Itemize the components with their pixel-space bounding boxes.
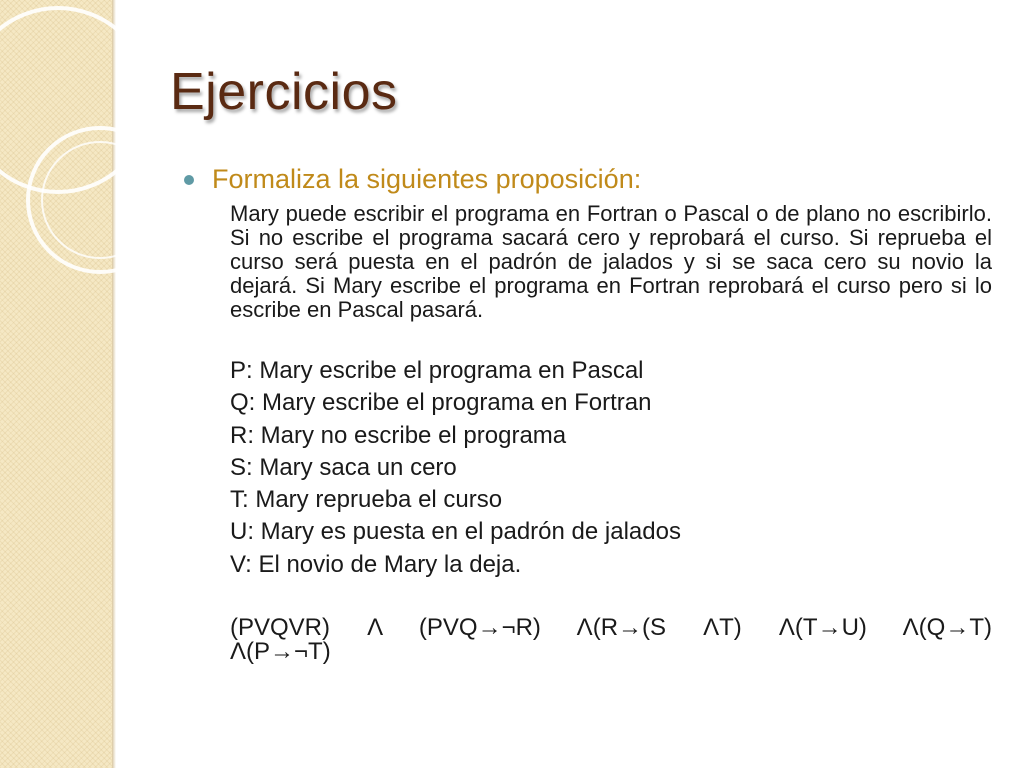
decorative-ring-inner: [42, 142, 158, 258]
decorative-ring-middle: [28, 128, 172, 272]
definition-v: V: El novio de Mary la deja.: [230, 550, 522, 578]
slide-title: Ejercicios: [170, 63, 398, 121]
bullet-text: Formaliza la siguientes proposición:: [212, 164, 642, 194]
definition-q: Q: Mary escribe el programa en Fortran: [230, 389, 652, 417]
decorative-ring-outer-top: [0, 8, 150, 192]
definition-u: U: Mary es puesta en el padrón de jalados: [230, 518, 681, 546]
slide-body: [230, 202, 992, 664]
logic-formula: (PVQVR) Λ (PVQ→¬R) Λ(R→(S ΛT) Λ(T→U) Λ(Q→T) Λ(P→¬T): [230, 614, 992, 666]
definition-r: R: Mary no escribe el programa: [230, 421, 567, 449]
definition-p: P: Mary escribe el programa en Pascal: [230, 357, 644, 384]
definition-s: S: Mary saca un cero: [230, 453, 457, 481]
proposition-definitions: [230, 355, 992, 581]
exercise-paragraph: Mary puede escribir el programa en Fortran o Pascal o de plano no escribirlo. Si no escribe el programa sacará cero y reprobará el curso. Si reprueba el curso será puesta en el padrón de jalados y si se saca cero su novio la dejará. Si Mary escribe el programa en Fortran reprobará el curso pero si lo escribe en Pascal pasará.: [230, 201, 992, 322]
bullet-dot-icon: [184, 175, 194, 185]
bullet-item: [184, 164, 641, 195]
definition-t: T: Mary reprueba el curso: [230, 486, 503, 514]
